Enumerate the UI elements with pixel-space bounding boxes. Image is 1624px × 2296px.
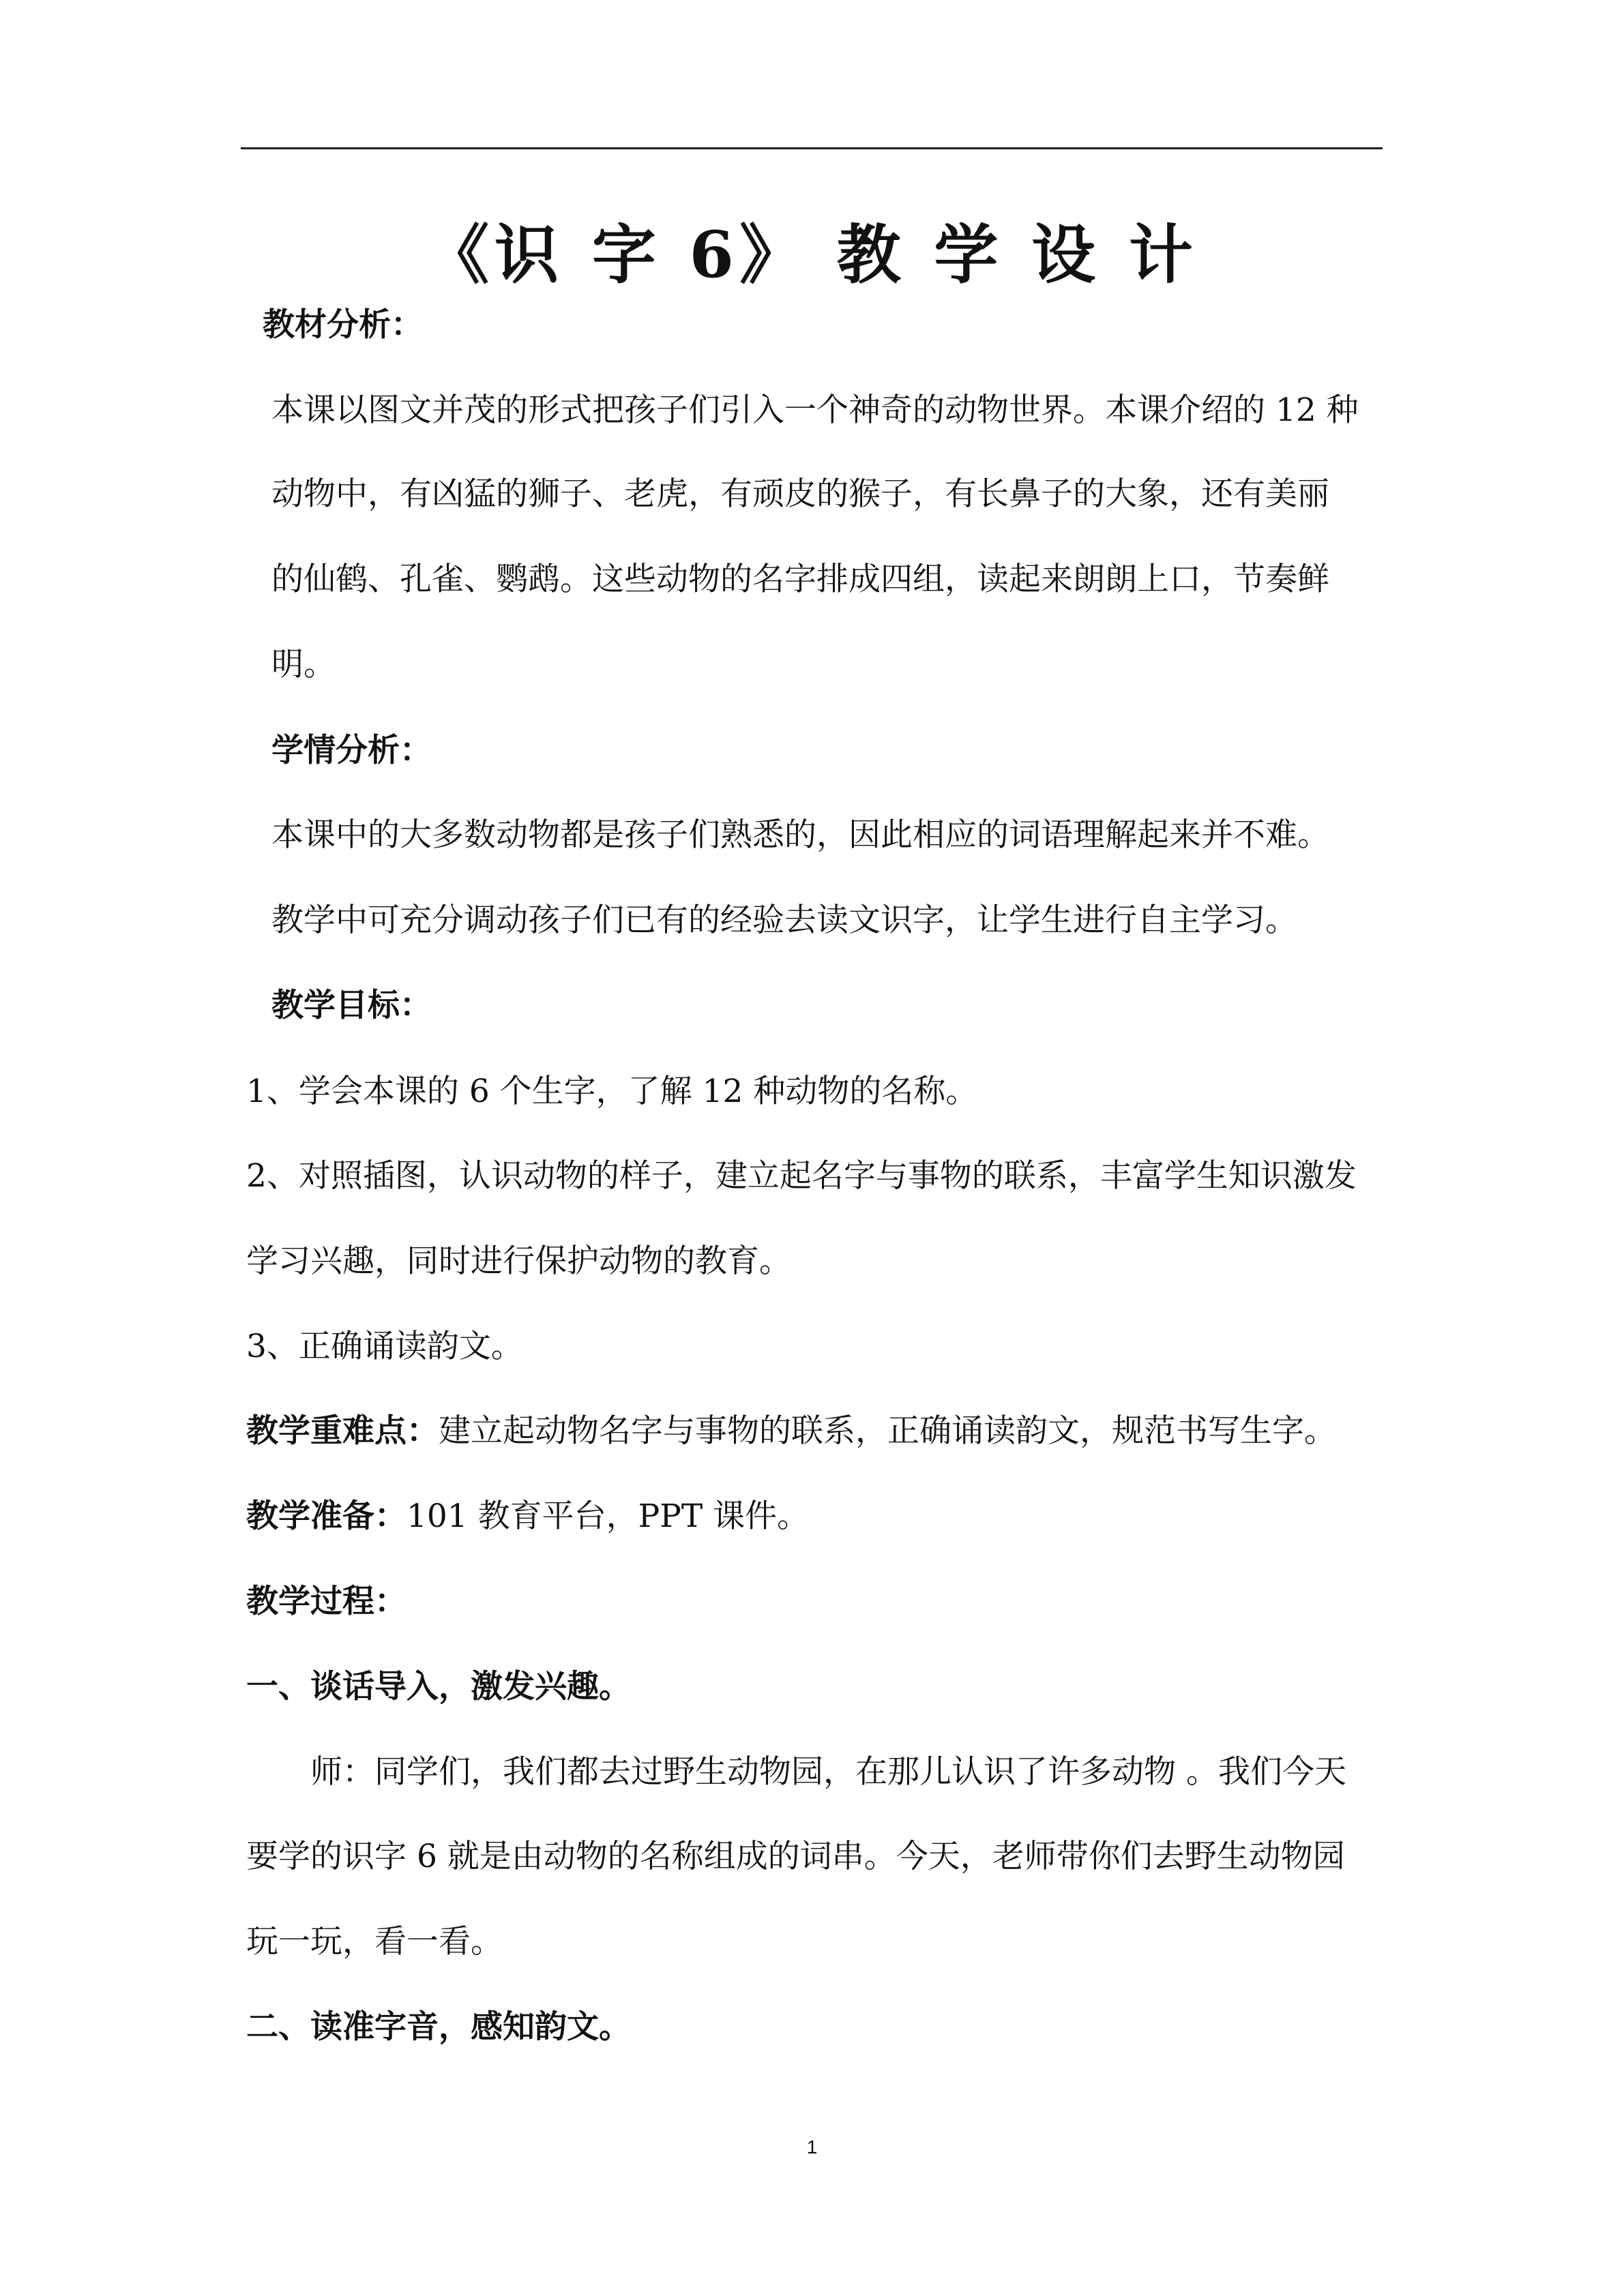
goals-heading: 教学目标：	[271, 987, 432, 1024]
material-heading: 教材分析：	[263, 306, 423, 344]
header-rule	[241, 147, 1383, 149]
student-line-1: 本课中的大多数动物都是孩子们熟悉的，因此相应的词语理解起来并不难。	[271, 816, 1329, 854]
material-line-3: 的仙鹤、孔雀、鹦鹉。这些动物的名字排成四组，读起来朗朗上口，节奏鲜	[271, 561, 1329, 598]
material-line-1: 本课以图文并茂的形式把孩子们引入一个神奇的动物世界。本课介绍的 12 种	[271, 391, 1359, 429]
step1-line-1: 师：同学们，我们都去过野生动物园，在那儿认识了许多动物 。我们今天	[310, 1753, 1346, 1791]
material-line-4: 明。	[271, 646, 336, 683]
prep-label: 教学准备：	[246, 1497, 407, 1535]
step1-line-2: 要学的识字 6 就是由动物的名称组成的词串。今天，老师带你们去野生动物园	[246, 1838, 1345, 1875]
prep-text: 101 教育平台，PPT 课件。	[407, 1497, 810, 1535]
process-heading: 教学过程：	[246, 1583, 407, 1620]
step1-line-3: 玩一玩，看一看。	[246, 1923, 503, 1960]
key-points-text: 建立起动物名字与事物的联系，正确诵读韵文，规范书写生字。	[439, 1412, 1336, 1450]
student-heading: 学情分析：	[271, 732, 432, 769]
material-line-2: 动物中，有凶猛的狮子、老虎，有顽皮的猴子，有长鼻子的大象，还有美丽	[271, 475, 1329, 513]
prep-line	[246, 1497, 810, 1535]
step1-heading: 一、谈话导入，激发兴趣。	[246, 1668, 631, 1705]
goal-item-3: 3、正确诵读韵文。	[246, 1328, 523, 1365]
key-points-line	[246, 1412, 1336, 1450]
goal-item-2: 2、对照插图，认识动物的样子，建立起名字与事物的联系，丰富学生知识激发	[246, 1157, 1357, 1195]
page-number: 1	[806, 2136, 818, 2158]
step2-heading: 二、读准字音，感知韵文。	[246, 2008, 631, 2046]
student-line-2: 教学中可充分调动孩子们已有的经验去读文识字，让学生进行自主学习。	[271, 901, 1297, 939]
goal-item-1: 1、学会本课的 6 个生字，了解 12 种动物的名称。	[246, 1073, 978, 1110]
page-title: 《识 字 6》 教 学 设 计	[425, 218, 1198, 293]
goal-item-2-cont: 学习兴趣，同时进行保护动物的教育。	[246, 1242, 791, 1280]
key-points-label: 教学重难点：	[246, 1412, 439, 1450]
